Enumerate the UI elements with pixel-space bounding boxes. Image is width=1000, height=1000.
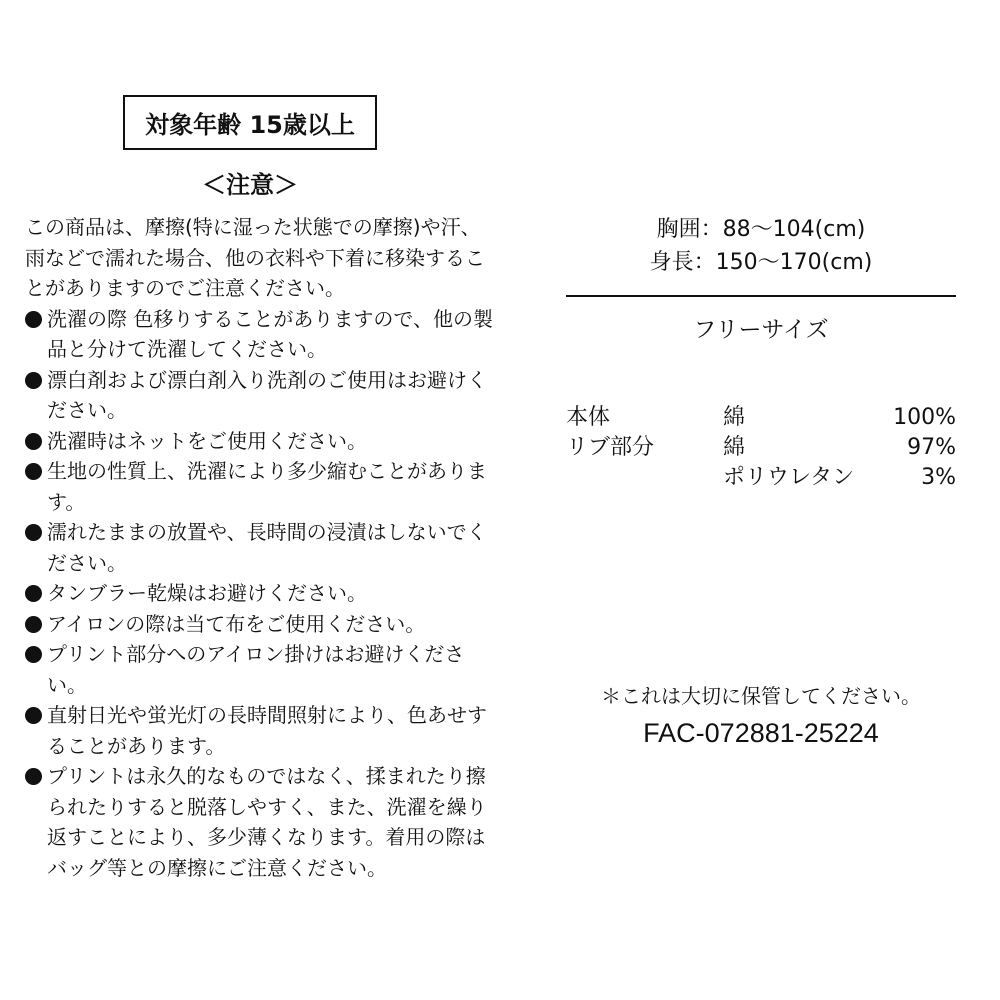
bullet-icon [25,585,42,602]
material-part: 本体 [566,405,611,430]
caution-list [25,304,495,884]
bullet-icon [25,311,42,328]
caution-item [25,761,495,883]
bullet-icon [25,616,42,633]
material-row [566,403,956,433]
caution-intro: この商品は、摩擦(特に湿った状態での摩擦)や汗、雨などで濡れた場合、他の衣料や下着に移染することがありますのでご注意ください。 [25,215,485,300]
size-section [566,213,956,344]
caution-item [25,517,495,578]
keep-note: ＊これは大切に保管してください。 [601,684,921,708]
chest-measurement: 胸囲：88～104(cm) [656,217,866,242]
material-percent: 97% [907,435,956,460]
caution-item-text: 直射日光や蛍光灯の長時間照射により、色あせすることがあります。 [47,703,487,758]
material-name: 綿 [723,435,746,460]
caution-section [25,212,495,883]
bullet-icon [25,372,42,389]
material-percent: 3% [921,465,956,490]
target-age-box [123,95,377,150]
material-name: ポリウレタン [723,465,855,490]
material-percent: 100% [893,405,956,430]
caution-item [25,700,495,761]
size-label: フリーサイズ [693,317,829,343]
caution-title: ＜注意＞ [202,171,298,199]
caution-item [25,639,495,700]
caution-item [25,609,495,640]
bullet-icon [25,646,42,663]
bullet-icon [25,433,42,450]
caution-item-text: 濡れたままの放置や、長時間の浸漬はしないでください。 [47,520,487,575]
material-row [566,433,956,463]
bullet-icon [25,768,42,785]
caution-item-text: 漂白剤および漂白剤入り洗剤のご使用はお避けください。 [47,367,487,422]
material-row [566,463,956,493]
caution-item [25,426,495,457]
caution-item [25,365,495,426]
material-name: 綿 [723,405,746,430]
caution-item [25,578,495,609]
caution-item [25,304,495,365]
target-age-label: 対象年齢 15歳以上 [145,111,355,139]
bullet-icon [25,707,42,724]
caution-item-text: 生地の性質上、洗濯により多少縮むことがあります。 [47,459,487,514]
caution-item-text: 洗濯の際 色移りすることがありますので、他の製品と分けて洗濯してください。 [47,306,493,361]
bullet-icon [25,524,42,541]
product-code: FAC-072881-25224 [643,718,879,748]
height-measurement: 身長：150～170(cm) [649,250,873,275]
caution-item-text: プリントは永久的なものではなく、揉まれたり擦られたりすると脱落しやすく、また、洗濯を繰り返すことにより、多少薄くなります。着用の際はバッグ等との摩擦にご注意ください。 [47,764,487,880]
caution-item-text: アイロンの際は当て布をご使用ください。 [47,611,426,636]
caution-item-text: プリント部分へのアイロン掛けはお避けください。 [47,642,465,697]
caution-item-text: 洗濯時はネットをご使用ください。 [47,428,367,453]
bullet-icon [25,463,42,480]
material-part: リブ部分 [566,435,655,460]
material-composition [566,403,956,493]
divider [566,295,956,297]
caution-item-text: タンブラー乾燥はお避けください。 [47,581,367,605]
caution-item [25,456,495,517]
